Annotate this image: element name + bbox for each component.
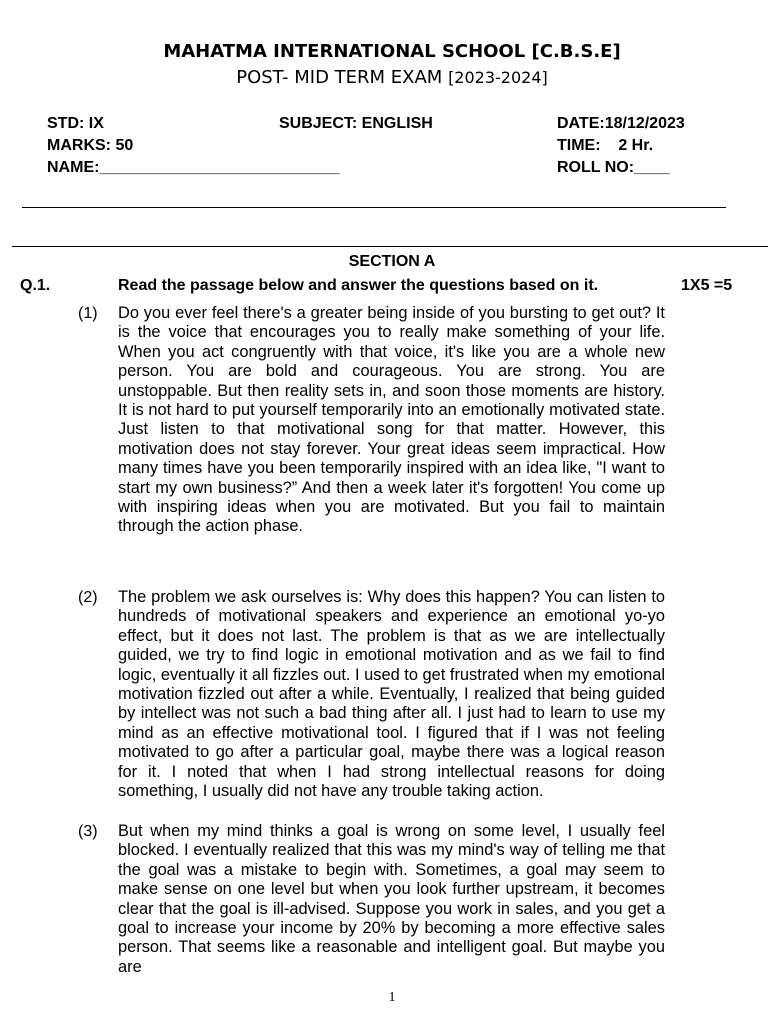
name-field: NAME:___________________________	[47, 159, 340, 176]
subject-label: SUBJECT: ENGLISH	[279, 115, 433, 132]
question-number: Q.1.	[20, 277, 51, 294]
exam-year: [2023-2024]	[448, 68, 548, 87]
page-number: 1	[388, 990, 396, 1005]
roll-no-field: ROLL NO:____	[557, 159, 670, 176]
exam-title: POST- MID TERM EXAM	[236, 67, 443, 88]
paragraph-text: Do you ever feel there's a greater being inside of you bursting to get out? It is the voice that encourages you to really make something of your life. When you act congruently with that voice, it's like you are a whole new person. You are bold and courageous. You are strong. You are unstoppable. But then reality sets in, and soon those moments are history. It is not hard to put yourself temporarily into an emotionally motivated state. Just listen to that motivational song for that matter. However, this motivation does not stay forever. Your great ideas seem impractical. How many times have you been temporarily inspired with an idea like, "I want to start my own business?” And then a week later it's forgotten! You come up with inspiring ideas when you are motivated. But you fail to maintain through the action phase.	[118, 304, 665, 536]
paragraph-number: (1)	[78, 305, 98, 322]
paragraph-number: (2)	[78, 589, 98, 606]
section-title: SECTION A	[348, 253, 436, 270]
marks-label: MARKS: 50	[47, 137, 134, 154]
question-text: Read the passage below and answer the questions based on it.	[118, 277, 599, 294]
paragraph-text: The problem we ask ourselves is: Why does this happen? You can listen to hundreds of motivational speakers and experience an emotional yo-yo effect, but it does not last. The problem is that as we are intellectually guided, we try to find logic in emotional motivation and as we fail to find logic, eventually it all fizzles out. I used to get frustrated when my emotional motivation fizzled out after a while. Eventually, I realized that being guided by intellect was not such a bad thing after all. I just had to learn to use my mind as an effective motivational tool. I figured that if I was not feeling motivated to go after a particular goal, maybe there was a logical reason for it. I noted that when I had strong intellectual reasons for doing something, I usually did not have any trouble taking action.	[118, 588, 665, 801]
time-label: TIME: 2 Hr.	[557, 137, 654, 154]
question-marks: 1X5 =5	[681, 277, 733, 294]
section-divider	[12, 246, 768, 247]
date-label: DATE:18/12/2023	[557, 115, 685, 132]
school-name: MAHATMA INTERNATIONAL SCHOOL [C.B.S.E]	[163, 41, 621, 62]
paragraph-text: But when my mind thinks a goal is wrong on some level, I usually feel blocked. I eventually realized that this was my mind's way of telling me that the goal was a mistake to begin with. Sometimes, a goal may seem to make sense on one level but when you look further upstream, it becomes clear that the goal is ill-advised. Suppose you work in sales, and you get a goal to increase your income by 20% by becoming a more effective sales person. That seems like a reasonable and intelligent goal. But maybe you are	[118, 822, 665, 976]
header-divider	[22, 207, 726, 208]
std-label: STD: IX	[47, 115, 104, 132]
paragraph-number: (3)	[78, 823, 98, 840]
exam-title-line	[0, 67, 768, 88]
